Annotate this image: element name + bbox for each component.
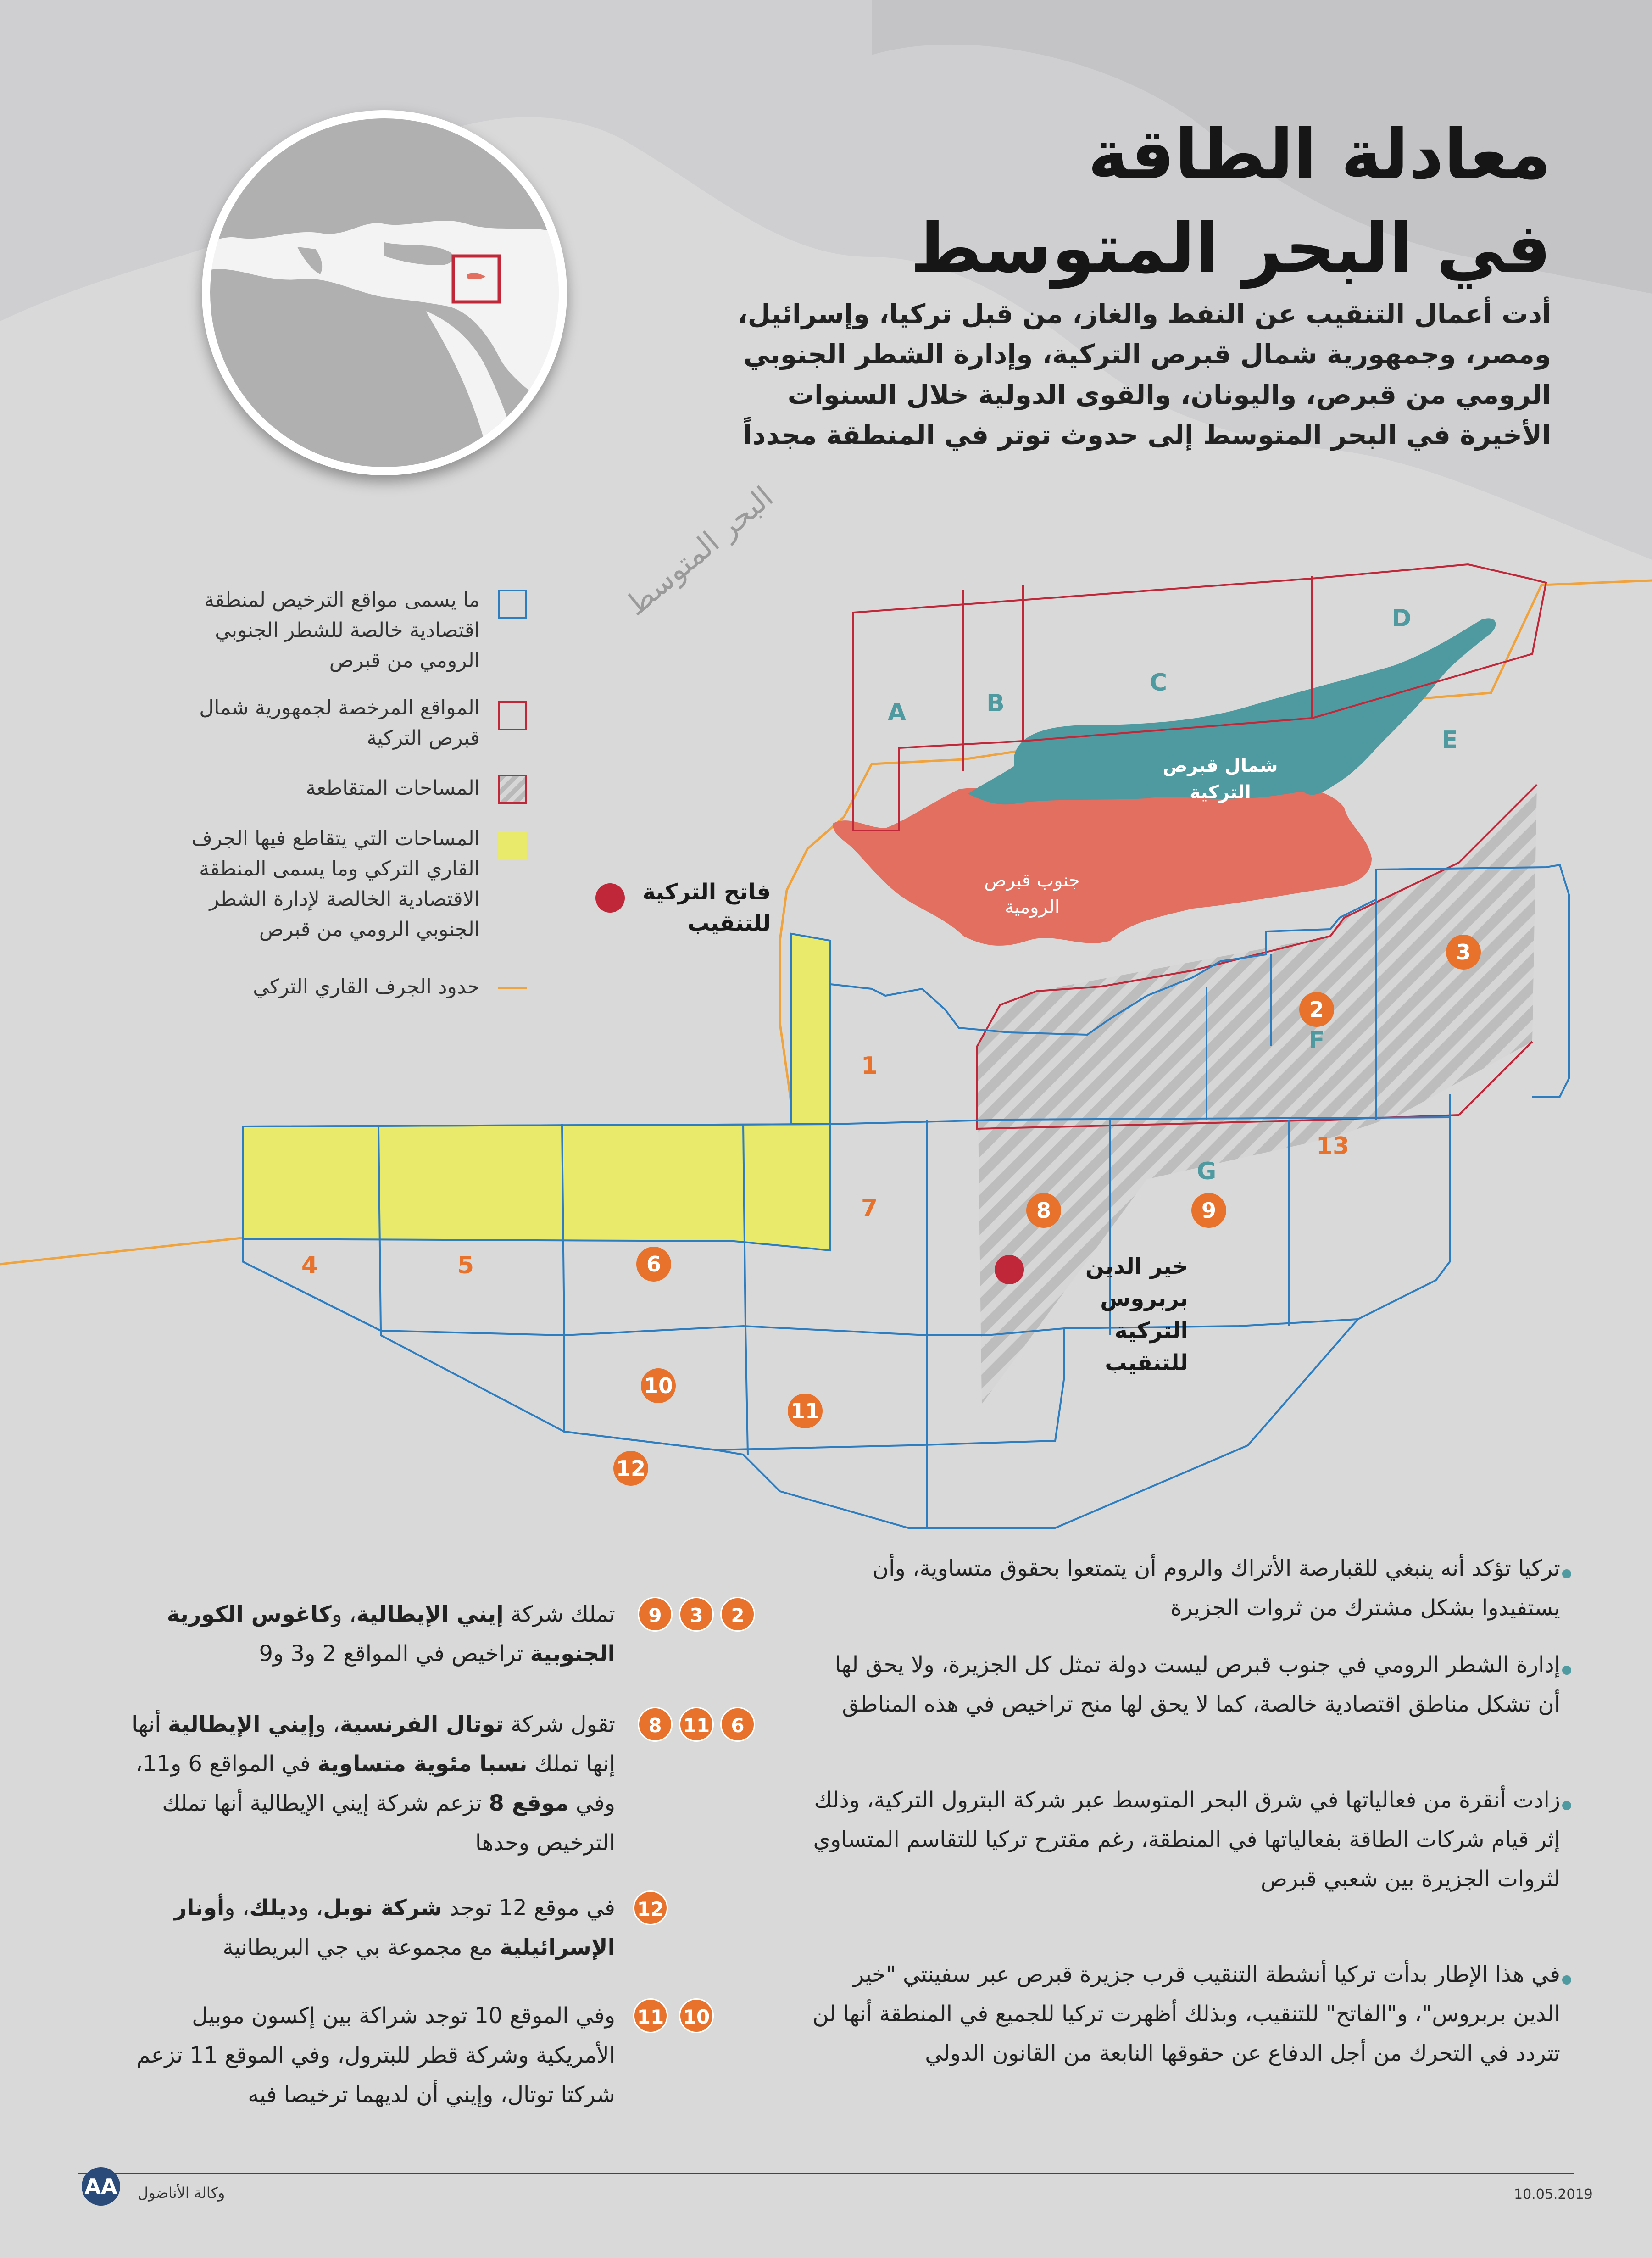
block-letter-d: D (1391, 605, 1412, 632)
fact-left-4: وفي الموقع 10 توجد شراكة بين إكسون موبيل الأمريكية وشركة قطر للبترول، وفي الموقع 11 تزعم شركتا توتال، وإيني أن لديهما ترخيصا فيه (136, 2003, 615, 2107)
eez-map (0, 528, 1652, 1537)
svg-text:9: 9 (1201, 1198, 1217, 1223)
fact-badge: 3 (679, 1597, 714, 1632)
legend-swatch-orange-line (498, 987, 527, 989)
title-line-1: معادلة الطاقة (1088, 115, 1551, 195)
block-letter-f: F (1308, 1027, 1325, 1054)
yellow-overlap-west (243, 1124, 830, 1250)
badge-9 (1191, 1193, 1226, 1228)
badge-6 (636, 1247, 671, 1282)
legend-label-hatched: المساحات المتقاطعة (306, 776, 480, 800)
fact-badge: 11 (679, 1707, 714, 1742)
yellow-overlap-east (791, 934, 830, 1124)
svg-text:8: 8 (1036, 1198, 1051, 1223)
legend-swatch-red (498, 701, 527, 730)
badge-2 (1299, 992, 1334, 1027)
fact-bullet (1562, 1569, 1571, 1578)
legend-swatch-blue (498, 590, 527, 619)
fatih-ship-marker (595, 883, 625, 913)
fact-badge: 2 (720, 1597, 755, 1632)
fact-badge: 10 (679, 1998, 714, 2033)
south-cyprus-label: جنوب قبرص الرومية (984, 870, 1080, 918)
fact-badge: 8 (638, 1707, 673, 1742)
badge-10 (641, 1368, 676, 1403)
block-letter-b: B (986, 690, 1005, 717)
block-letter-e: E (1441, 726, 1458, 754)
block-letter-g: G (1196, 1158, 1217, 1185)
fact-badge: 9 (638, 1597, 673, 1632)
intro-paragraph: أدت أعمال التنقيب عن النفط والغاز، من قبل تركيا، وإسرائيل، ومصر، وجمهورية شمال قبرص التركية، وإدارة الشطر الجنوبي الرومي من قبرص، واليونان، والقوى الدولية خلال السنوات الأخيرة في البحر المتوسط إلى حدوث توتر في المنطقة مجدداً (737, 298, 1551, 451)
legend-label-blue: ما يسمى مواقع الترخيص لمنطقة اقتصادية خالصة للشطر الجنوبي الرومي من قبرص (204, 588, 480, 672)
badge-3 (1446, 935, 1481, 970)
block-number-13: 13 (1316, 1132, 1350, 1160)
legend-label-red: المواقع المرخصة لجمهورية شمال قبرص التركية (199, 696, 480, 750)
fact-item-3: زادت أنقرة من فعالياتها في شرق البحر المتوسط عبر شركة البترول التركية، وذلك إثر قيام شركات الطاقة بفعالياتها في المنطقة، رغم مقترح تركيا للتقاسم المتساوي لثروات الجزيرة بين شعبي قبرص (813, 1787, 1560, 1892)
legend-swatch-hatched (498, 775, 527, 804)
footer-agency: وكالة الأناضول (138, 2184, 225, 2202)
block-number-7: 7 (861, 1194, 878, 1222)
block-number-1: 1 (861, 1052, 878, 1080)
badge-8 (1026, 1193, 1061, 1228)
fact-item-2: إدارة الشطر الرومي في جنوب قبرص ليست دولة تمثل كل الجزيرة، ولا يحق لها أن تشكل مناطق اقتصادية خالصة، كما لا يحق لها منح تراخيص في هذه المناطق (834, 1652, 1560, 1717)
fact-left-1: تملك شركة إيني الإيطالية، وكاغوس الكورية الجنوبية تراخيص في المواقع 2 و3 و9 (167, 1601, 615, 1667)
south-cyprus-shape (833, 784, 1372, 946)
fact-left-2: تقول شركة توتال الفرنسية، وإيني الإيطالية أنها إنها تملك نسبا مئوية متساوية في المواقع 6 و11، وفي موقع 8 تزعم شركة إيني الإيطالية أنها تملك الترخيص وحدها (132, 1712, 615, 1856)
fact-item-1: تركيا تؤكد أنه ينبغي للقبارصة الأتراك والروم أن يتمتعوا بحقوق متساوية، وأن يستفيدوا بشكل مشترك من ثروات الجزيرة (872, 1556, 1560, 1621)
svg-text:12: 12 (616, 1456, 646, 1481)
block-number-5: 5 (457, 1252, 474, 1279)
svg-text:10: 10 (643, 1373, 673, 1398)
badge-12 (613, 1451, 648, 1486)
svg-text:AA: AA (84, 2174, 117, 2199)
svg-text:6: 6 (646, 1252, 662, 1277)
block-letter-a: A (887, 699, 907, 726)
legend-label-yellow: المساحات التي يتقاطع فيها الجرف القاري التركي وما يسمى المنطقة الاقتصادية الخالصة لإدارة الشطر الجنوبي الرومي من قبرص (191, 827, 480, 941)
block-number-4: 4 (301, 1252, 318, 1279)
footer-date: 10.05.2019 (1514, 2186, 1593, 2202)
legend-label-orange-line: حدود الجرف القاري التركي (253, 975, 480, 998)
svg-text:2: 2 (1309, 997, 1324, 1022)
block-letter-c: C (1149, 669, 1168, 697)
sea-label: البحر المتوسط (619, 480, 780, 623)
fact-left-3: في موقع 12 توجد شركة نوبل، وديلك، وأونار الإسرائيلية مع مجموعة بي جي البريطانية (174, 1895, 615, 1960)
fact-item-4: في هذا الإطار بدأت تركيا أنشطة التنقيب قرب جزيرة قبرص عبر سفينتي "خير الدين بربروس"، و"الفاتح" للتنقيب، وبذلك أظهرت تركيا للجميع في المنطقة أنها لن تتردد في التحرك من أجل الدفاع عن حقوقها النابعة من القانون الدولي (812, 1962, 1560, 2066)
fact-bullet (1562, 1666, 1571, 1675)
barbaros-ship-marker (995, 1255, 1024, 1284)
svg-text:3: 3 (1456, 940, 1471, 965)
fact-badge: 11 (633, 1998, 668, 2033)
fact-bullet (1562, 1801, 1571, 1810)
aa-logo-icon (78, 2163, 133, 2209)
fact-bullet (1562, 1975, 1571, 1985)
fatih-ship-label: فاتح التركية للتنقيب (642, 879, 771, 936)
footer-divider (78, 2173, 1574, 2174)
barbaros-ship-label: خير الدين بربروس التركية للتنقيب (1085, 1254, 1188, 1376)
page-title (817, 108, 1551, 296)
fact-badge: 6 (720, 1707, 755, 1742)
legend-swatch-yellow (498, 831, 527, 860)
title-line-2: في البحر المتوسط (910, 209, 1551, 289)
badge-11 (788, 1394, 823, 1428)
locator-globe (202, 110, 567, 475)
fact-badge: 12 (633, 1890, 668, 1925)
north-cyprus-label: شمال قبرص التركية (1163, 755, 1278, 803)
svg-text:11: 11 (790, 1399, 820, 1423)
